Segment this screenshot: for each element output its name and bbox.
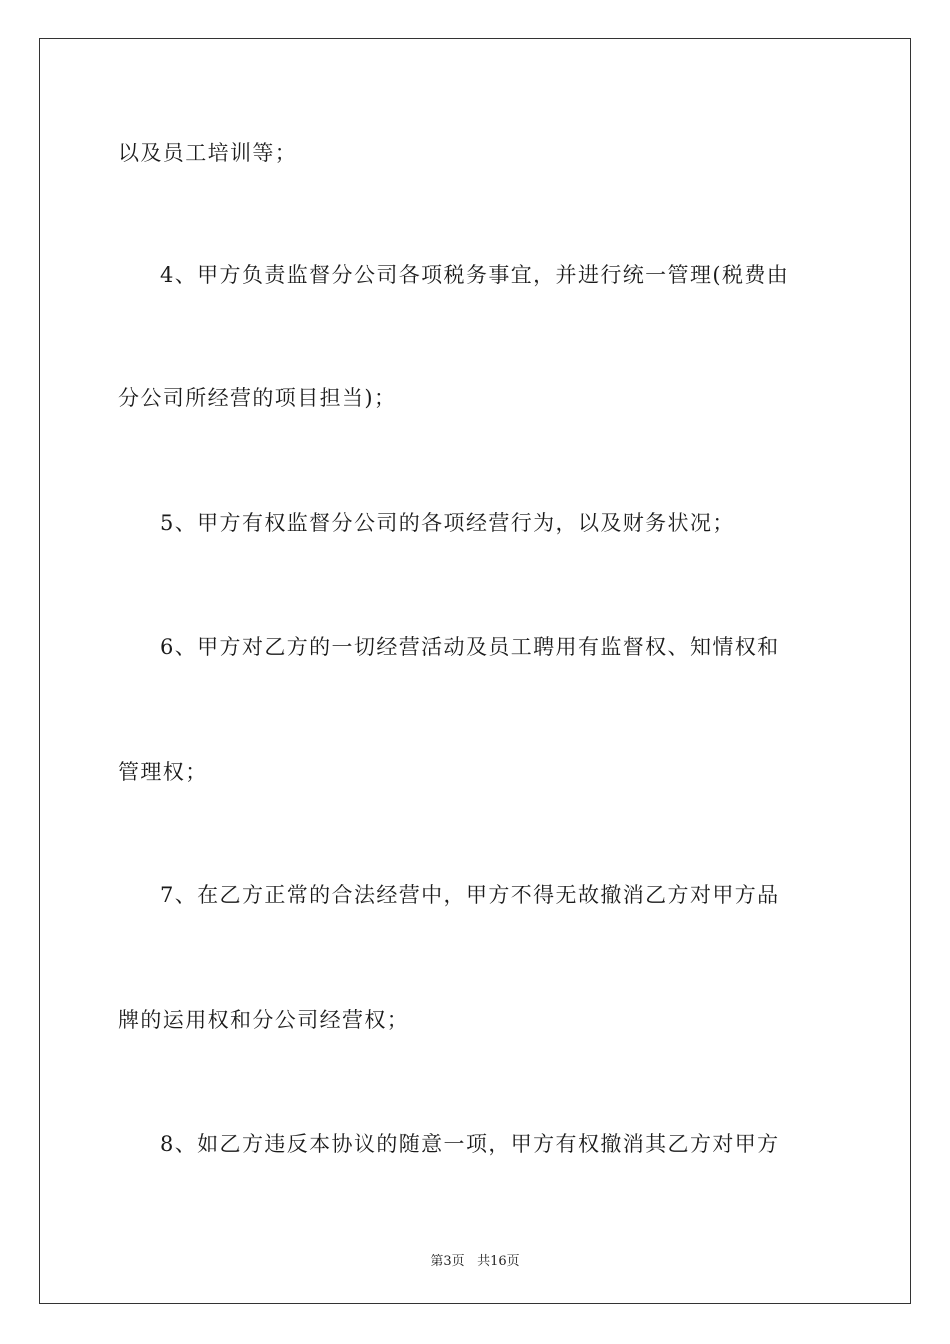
clause-7-line-1: 7、在乙方正常的合法经营中，甲方不得无故撤消乙方对甲方品	[160, 883, 780, 907]
page-footer	[0, 1250, 950, 1269]
clause-5-line-1: 5、甲方有权监督分公司的各项经营行为，以及财务状况；	[160, 511, 735, 535]
body-line-1: 以及员工培训等；	[118, 141, 298, 165]
clause-6-line-1: 6、甲方对乙方的一切经营活动及员工聘用有监督权、知情权和	[160, 635, 780, 659]
clause-6-line-2: 管理权；	[118, 760, 208, 784]
clause-8-line-1: 8、如乙方违反本协议的随意一项，甲方有权撤消其乙方对甲方	[160, 1132, 780, 1156]
page-border	[39, 38, 911, 1304]
clause-4-line-1: 4、甲方负责监督分公司各项税务事宜，并进行统一管理(税费由	[160, 263, 790, 287]
page-total: 共16页	[477, 1254, 520, 1269]
page-number: 第3页	[430, 1254, 465, 1269]
clause-7-line-2: 牌的运用权和分公司经营权；	[118, 1008, 410, 1032]
clause-4-line-2: 分公司所经营的项目担当)；	[118, 386, 397, 410]
